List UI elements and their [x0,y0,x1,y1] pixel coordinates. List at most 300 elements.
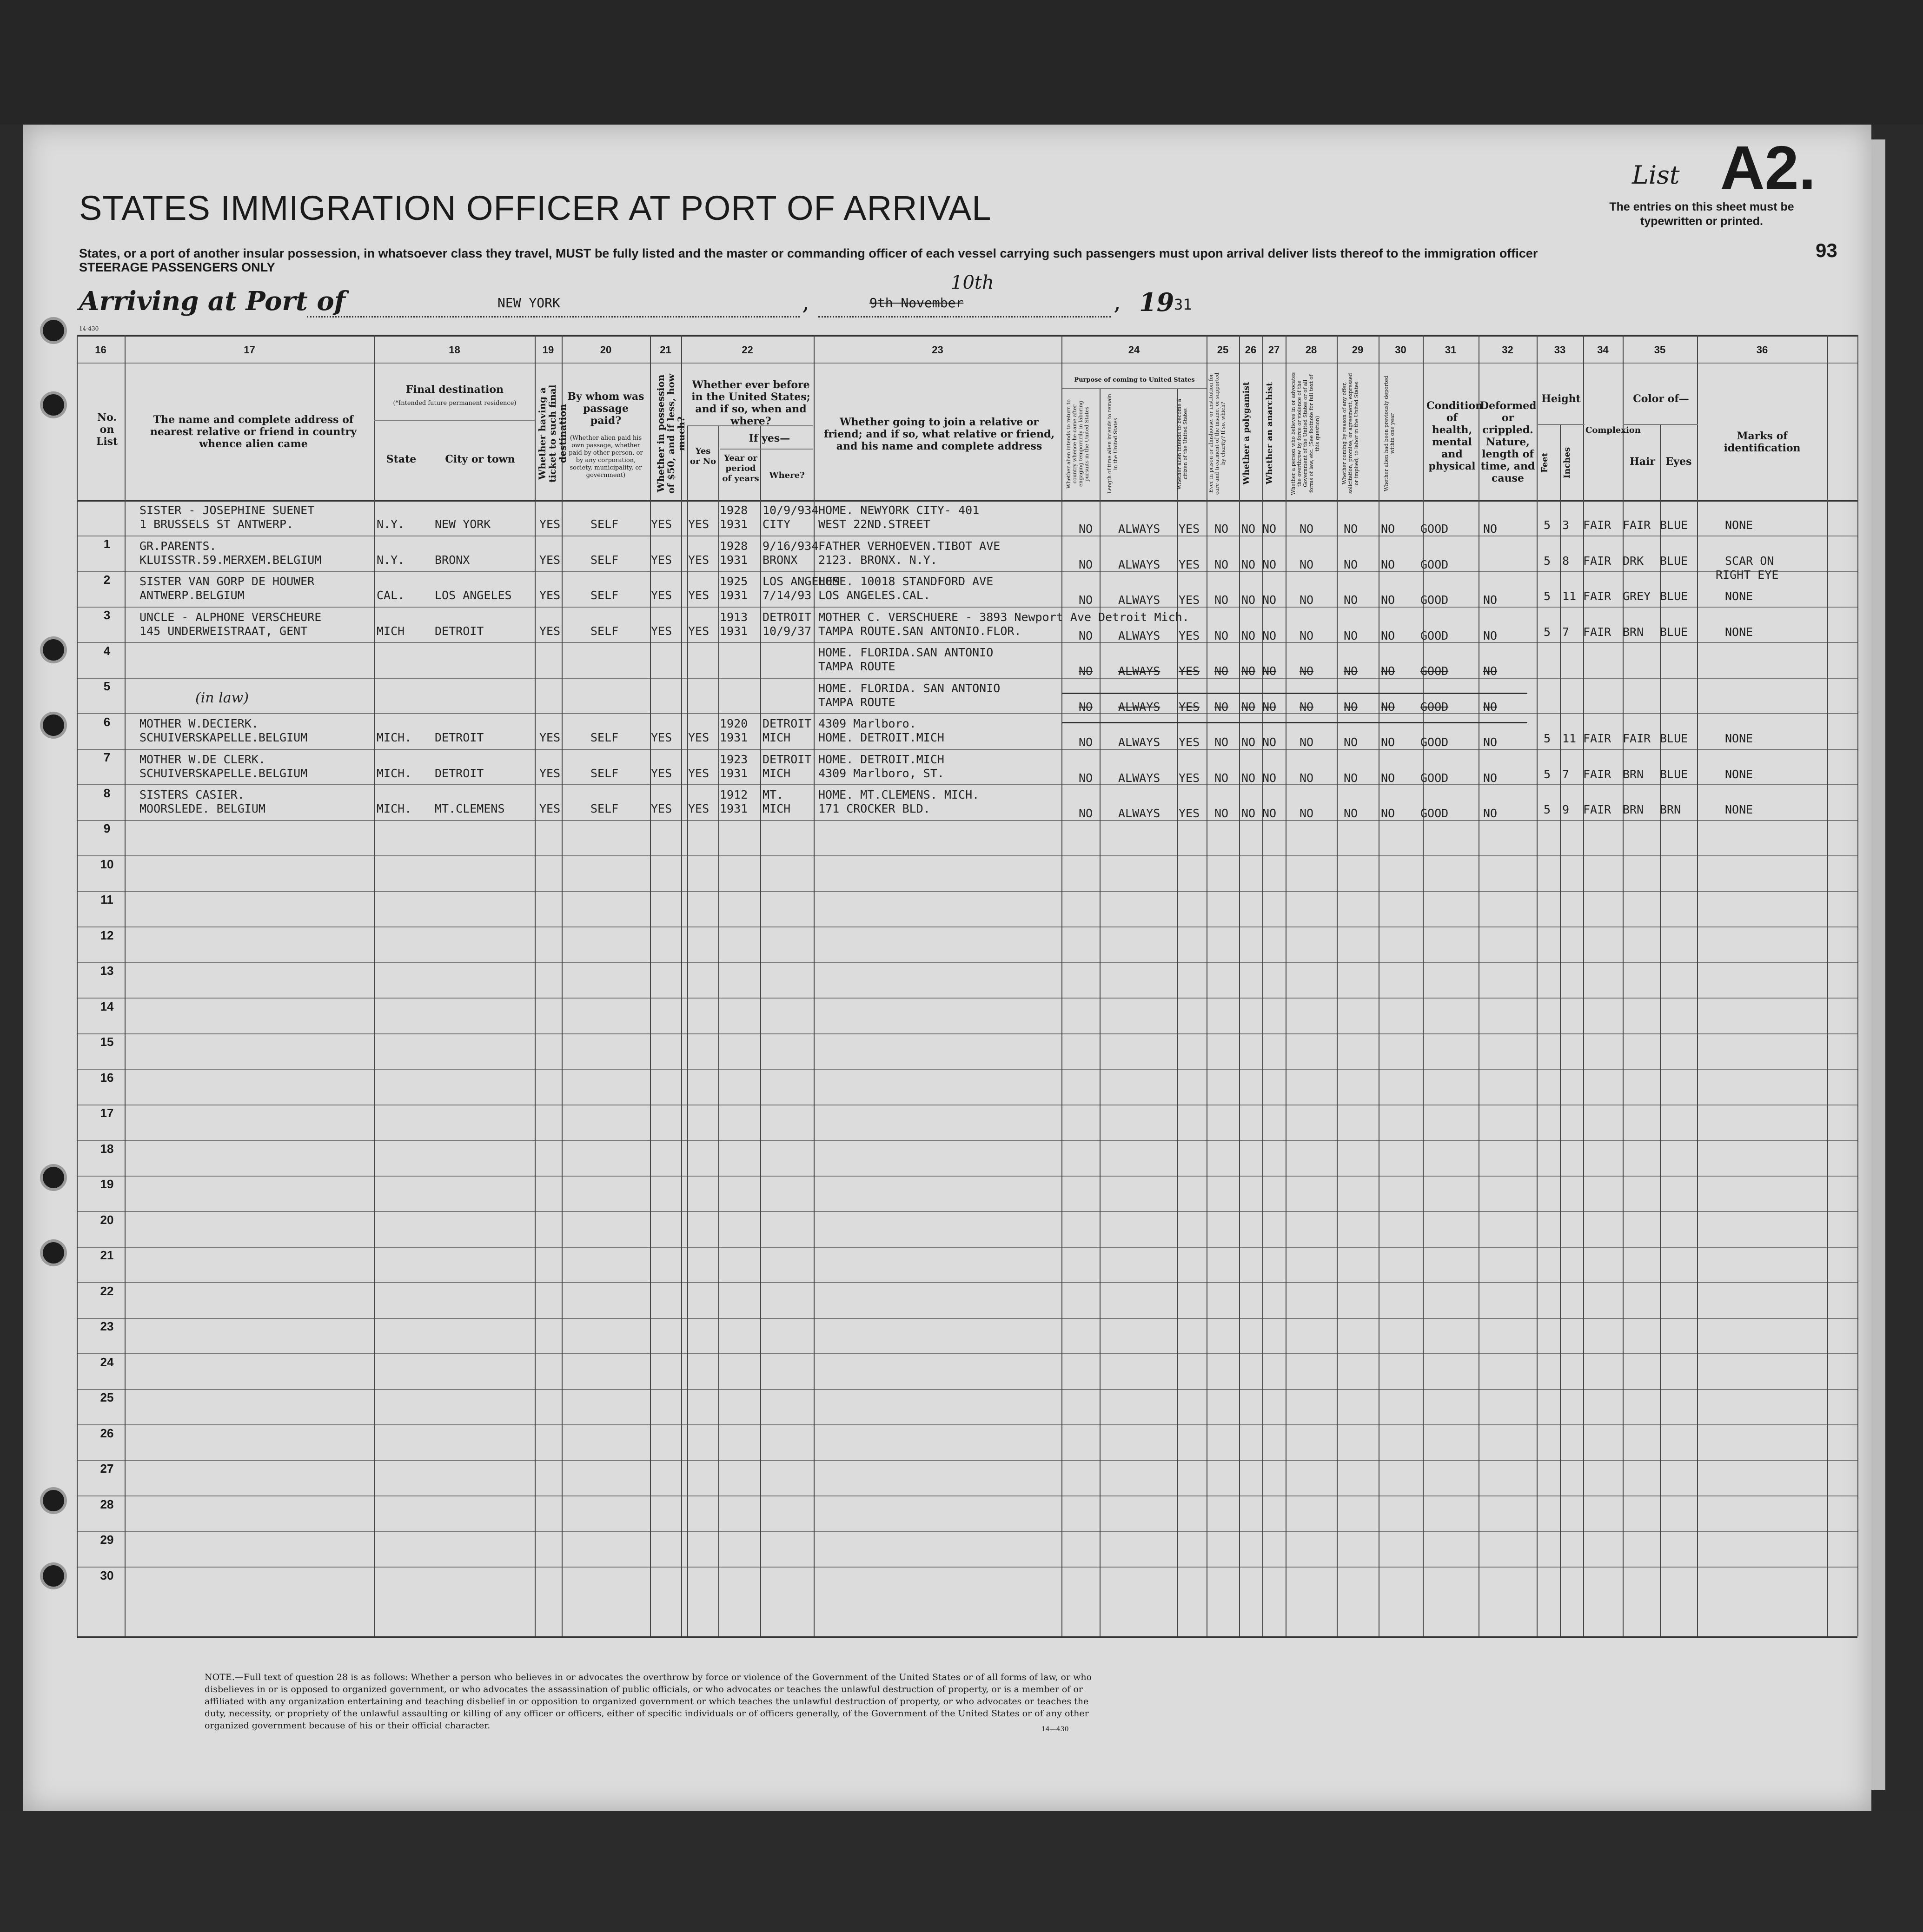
cell-hair: DRK [1623,554,1644,568]
footnote-form-number: 14—430 [1041,1726,1069,1733]
row-number: 20 [100,1212,114,1227]
cell-rel1: SISTER - JOSEPHINE SUENET [139,503,315,517]
cell-before: YES [688,589,710,602]
cell-city: LOS ANGELES [435,589,512,602]
column-number: 19 [542,344,554,356]
row-line [77,678,1857,679]
form-number: 14-430 [79,325,99,332]
header-passage-paid: By whom was passage paid? [567,390,644,427]
cell-p24c: YES [1179,593,1200,607]
header-q29: Whether coming by reason of any offer, solicitation, promise, or agreement, expressed or implied, to labor in the United States [1341,373,1359,494]
column-line [1857,335,1858,1636]
row-line [77,1282,1857,1283]
row-line [77,1424,1857,1425]
cell-join2: TAMPA ROUTE.SAN ANTONIO.FLOR. [818,624,1021,638]
column-number: 16 [95,344,106,356]
cell-years1: 1928 [720,503,748,517]
cell-state: N.Y. [377,517,405,531]
header-inches: Inches [1562,447,1572,478]
date-handwritten: 10th [951,272,994,293]
cell-where1: LOS ANGELES [763,575,840,588]
cell-c30: NO [1381,557,1395,571]
cell-c25: NO [1214,771,1229,785]
row-number: 22 [100,1284,114,1298]
cell-years1: 1912 [720,788,748,801]
color-of-rule [1623,424,1698,425]
column-line [1697,335,1698,1636]
column-number: 25 [1217,344,1229,356]
row-line [77,1318,1857,1319]
cell-where2: BRONX [763,553,798,567]
header-passage-note: (Whether alien paid his own passage, whether paid by other person, or by any corporation, society, municipality, or government) [569,435,643,479]
cell-rel1: SISTER VAN GORP DE HOUWER [139,575,315,588]
cell-inches: 3 [1562,518,1570,532]
cell-marks: NONE [1725,803,1753,816]
cell-inches: 11 [1562,589,1577,603]
cell-state: CAL. [377,589,405,602]
row-line [77,855,1857,856]
cell-join1: 4309 Marlboro. [818,717,916,730]
cell-c28: NO [1300,629,1314,642]
row-number: 2 [103,572,111,587]
column-line [1337,335,1338,1636]
cell-years2: 1931 [720,517,748,531]
column-line [1827,335,1828,1636]
row-number: 1 [103,537,111,551]
row-number: 6 [103,715,111,729]
header-marks: Marks of identification [1724,430,1801,454]
header-year-period: Year or period of years [722,453,759,483]
cell-marks: NONE [1725,767,1753,781]
cell-c25: NO [1214,557,1229,571]
cell-p24b: ALWAYS [1118,593,1160,607]
cell-where2: MICH [763,766,791,780]
cell-c26: NO [1241,735,1256,749]
cell-feet: 5 [1544,625,1551,639]
cell-money: YES [651,731,672,744]
cell-feet: 5 [1544,767,1551,781]
cell-marks2: RIGHT EYE [1716,568,1779,582]
cell-p24a: NO [1079,735,1093,749]
header-final-destination: Final destination [406,384,504,396]
column-number: 22 [742,344,753,356]
cell-hair: BRN [1623,625,1644,639]
cell-inches: 11 [1562,732,1577,745]
cell-inches: 8 [1562,554,1570,568]
cell-years2: 1931 [720,766,748,780]
cell-join1: HOME. MT.CLEMENS. MICH. [818,788,980,801]
cell-c28: NO [1300,771,1314,785]
column-number: 18 [449,344,460,356]
binder-hole-icon [43,1167,64,1188]
cell-p24b: ALWAYS [1118,807,1160,820]
cell-money: YES [651,589,672,602]
row-line [77,1247,1857,1248]
cell-c26: NO [1241,629,1256,642]
cell-marks: SCAR ON [1725,554,1774,568]
page-edge [1871,139,1885,1790]
cell-complexion: FAIR [1583,803,1611,816]
row-line [77,1495,1857,1496]
header-purpose: Purpose of coming to United States [1074,377,1195,384]
row-number: 5 [103,679,111,693]
cell-p24b: ALWAYS [1118,629,1160,642]
cell-c31: GOOD [1420,629,1449,642]
row-line [77,1389,1857,1390]
cell-p24c: YES [1179,629,1200,642]
cell-c28: NO [1300,807,1314,820]
cell-p24b: ALWAYS [1118,664,1160,678]
cell-join1: MOTHER C. VERSCHUERE - 3893 Newport Ave Detroit Mich. [818,610,1189,624]
column-line [1239,335,1240,1636]
header-color-of: Color of— [1633,393,1689,405]
header-purpose-c: Whether alien intends to become a citizen of the United States [1176,398,1188,490]
cell-c29: NO [1344,735,1358,749]
row-number: 13 [100,964,114,978]
cell-c28: NO [1300,522,1314,536]
row-line [77,1211,1857,1212]
cell-years2: 1931 [720,802,748,815]
year-prefix: 19 [1139,287,1174,317]
cell-state: MICH [377,624,405,638]
cell-rel2: 145 UNDERWEISTRAAT, GENT [139,624,308,638]
row-line [77,1069,1857,1070]
column-line [1100,388,1101,1636]
header-prison: Ever in prison or almshouse, or institution for care and treatment of the insane, or supported by charity? If so, which? [1208,372,1226,495]
cell-c30: NO [1381,629,1395,642]
footnote: NOTE.—Full text of question 28 is as follows: Whether a person who believes in or advocates the overthrow by force or violence of the Government of the United States or of all forms of law, or who disbelieves in or is opposed to organized government, or who advocates the assassination of public officials, or who advocates or teaches the unlawful destruction of property, or is a member of or affiliated with any organization entertaining and teaching disbelief in or opposition to organized government or which teaches the unlawful destruction of property, or who advocates or teaches the duty, necessity, or propriety of the unlawful assaulting or killing of any officer or officers, either of specific individuals or of officers generally, of the Government of the United States or of any other organized government because of his or their official character. [205,1672,1092,1731]
column-line [1560,424,1561,1636]
cell-c29: NO [1344,557,1358,571]
cell-where2: MICH [763,731,791,744]
header-eyes: Eyes [1665,456,1692,468]
row-line [77,1033,1857,1034]
cell-c31: GOOD [1420,771,1449,785]
cell-rel1: GR.PARENTS. [139,539,217,553]
cell-c25: NO [1214,807,1229,820]
list-note: The entries on this sheet must be typewritten or printed. [1609,200,1794,228]
height-rule [1538,424,1585,425]
cell-inches: 9 [1562,803,1570,816]
cell-before: YES [688,731,710,744]
header-purpose-a: Whether alien intends to return to country whence he came after engaging temporarily in laboring pursuits in the United States [1066,399,1090,489]
binder-hole-icon [43,394,64,416]
row-number: 15 [100,1035,114,1049]
cell-before: YES [688,766,710,780]
cell-p24c: YES [1179,807,1200,820]
column-line [535,335,536,1636]
cell-complexion: FAIR [1583,554,1611,568]
cell-join1: HOME. FLORIDA. SAN ANTONIO [818,681,1001,695]
cell-eyes: BLUE [1660,767,1688,781]
cell-c31: GOOD [1420,557,1449,571]
cell-money: YES [651,517,672,531]
row-line [77,1353,1857,1354]
cell-c27: NO [1262,700,1277,714]
header-state: State [386,453,417,465]
binder-hole-icon [43,1490,64,1511]
column-number: 24 [1128,344,1140,356]
column-number: 30 [1395,344,1406,356]
cell-c25: NO [1214,735,1229,749]
cell-join2: 171 CROCKER BLD. [818,802,930,815]
cell-feet: 5 [1544,589,1551,603]
cell-before: YES [688,517,710,531]
cell-ticket: YES [539,731,561,744]
cell-p24c: YES [1179,522,1200,536]
column-number: 35 [1654,344,1666,356]
header-anarchist: Whether an anarchist [1265,382,1274,485]
comma: , [802,288,809,315]
cell-years1: 1913 [720,610,748,624]
row-line [77,1176,1857,1177]
cell-eyes: BLUE [1660,518,1688,532]
row-number: 28 [100,1497,114,1511]
row-number: 17 [100,1106,114,1120]
cell-city: DETROIT [435,731,484,744]
row-number: 30 [100,1568,114,1582]
cell-c32: NO [1483,807,1498,820]
cell-c25: NO [1214,522,1229,536]
cell-where1: MT. [763,788,784,801]
cell-p24c: YES [1179,771,1200,785]
cell-p24a: NO [1079,771,1093,785]
cell-c31: GOOD [1420,807,1449,820]
header-if-yes: If yes— [749,432,790,444]
column-number: 27 [1268,344,1280,356]
cell-money: YES [651,802,672,815]
cell-feet: 5 [1544,803,1551,816]
cell-c29: NO [1344,664,1358,678]
cell-rel2: SCHUIVERSKAPELLE.BELGIUM [139,766,308,780]
cell-before: YES [688,802,710,815]
cell-where1: 9/16/934 [763,539,819,553]
column-line [562,335,563,1636]
cell-inches: 7 [1562,625,1570,639]
final-destination-rule [374,420,535,421]
cell-c30: NO [1381,735,1395,749]
cell-money: YES [651,624,672,638]
cell-city: MT.CLEMENS [435,802,505,815]
cell-c30: NO [1381,664,1395,678]
cell-years2: 1931 [720,553,748,567]
cell-p24a: NO [1079,807,1093,820]
header-health: Condition of health, mental and physical [1426,400,1483,472]
cell-where2: MICH [763,802,791,815]
date-dotted-line [818,316,1111,318]
column-number: 26 [1245,344,1257,356]
cell-c29: NO [1344,522,1358,536]
row-number: 3 [103,608,111,622]
cell-before: YES [688,624,710,638]
cell-where2: 10/9/37 [763,624,812,638]
cell-complexion: FAIR [1583,625,1611,639]
scan-border-bottom [0,1811,1923,1932]
cell-p24b: ALWAYS [1118,522,1160,536]
cell-c27: NO [1262,771,1277,785]
binder-hole-icon [43,639,64,661]
header-where: Where? [769,470,805,480]
row-number: 19 [100,1177,114,1191]
cell-join1: HOME. NEWYORK CITY- 401 [818,503,980,517]
cell-c30: NO [1381,593,1395,607]
steerage-label: STEERAGE PASSENGERS ONLY [79,260,275,274]
column-line [1660,424,1661,1636]
cell-marks: NONE [1725,732,1753,745]
cell-c31: GOOD [1420,700,1449,714]
row-6-strike [1062,722,1527,723]
cell-c25: NO [1214,629,1229,642]
cell-complexion: FAIR [1583,732,1611,745]
cell-c30: NO [1381,700,1395,714]
header-possession-50: Whether in possession of $50, and if less, how much? [655,373,687,494]
cell-c26: NO [1241,700,1256,714]
row-line [77,891,1857,892]
list-label: List [1632,160,1680,190]
header-purpose-b: Length of time alien intends to remain in the United States [1107,394,1119,494]
cell-p24a: NO [1079,593,1093,607]
cell-c29: NO [1344,593,1358,607]
row-number: 25 [100,1390,114,1404]
table-top-border [77,335,1857,337]
header-complexion: Complexion [1585,425,1641,435]
cell-where2: CITY [763,517,791,531]
cell-paid: SELF [590,802,619,815]
manifest-sheet [23,125,1871,1811]
row-number: 4 [103,643,111,658]
row-line [77,1567,1857,1568]
header-ticket: Whether having a ticket to such final destination [537,384,568,483]
cell-p24c: YES [1179,664,1200,678]
cell-before: YES [688,553,710,567]
cell-c27: NO [1262,557,1277,571]
port-dotted-line [307,316,800,318]
cell-hair: BRN [1623,803,1644,816]
binder-hole-icon [43,320,64,341]
row-line [77,998,1857,999]
row-number: 29 [100,1533,114,1547]
cell-ticket: YES [539,553,561,567]
cell-ticket: YES [539,802,561,815]
row-line [77,784,1857,785]
cell-paid: SELF [590,766,619,780]
cell-rel1: MOTHER W.DE CLERK. [139,752,265,766]
column-number: 28 [1305,344,1317,356]
cell-ticket: YES [539,517,561,531]
column-number: 17 [244,344,255,356]
row-number: 8 [103,786,111,800]
cell-join2: HOME. DETROIT.MICH [818,731,944,744]
cell-rel2: MOORSLEDE. BELGIUM [139,802,265,815]
cell-city: DETROIT [435,624,484,638]
cell-c27: NO [1262,522,1277,536]
cell-marks: NONE [1725,589,1753,603]
cell-marks: NONE [1725,518,1753,532]
cell-c29: NO [1344,629,1358,642]
row-number: 7 [103,750,111,764]
cell-hair: FAIR [1623,518,1651,532]
row-line [77,749,1857,750]
cell-p24c: YES [1179,557,1200,571]
cell-join2: 4309 Marlboro, ST. [818,766,944,780]
cell-c30: NO [1381,807,1395,820]
cell-rel2: 1 BRUSSELS ST ANTWERP. [139,517,294,531]
column-line [718,425,719,1636]
cell-inches: 7 [1562,767,1570,781]
cell-c32: NO [1483,629,1498,642]
arriving-label: Arriving at Port of [79,286,345,317]
cell-years1: 1923 [720,752,748,766]
column-number-rule [77,363,1857,364]
column-line [760,425,761,1636]
row-number: 26 [100,1426,114,1440]
cell-c28: NO [1300,664,1314,678]
column-number: 36 [1756,344,1768,356]
cell-money: YES [651,553,672,567]
cell-money: YES [651,766,672,780]
cell-c27: NO [1262,593,1277,607]
row-line [77,820,1857,821]
cell-feet: 5 [1544,554,1551,568]
list-value: A2. [1720,133,1816,202]
row-line [77,1531,1857,1532]
cell-c31: GOOD [1420,593,1449,607]
row-line [77,1460,1857,1461]
cell-years2: 1931 [720,589,748,602]
cell-c26: NO [1241,522,1256,536]
cell-hair: BRN [1623,767,1644,781]
cell-feet: 5 [1544,732,1551,745]
cell-p24c: YES [1179,700,1200,714]
cell-hair: GREY [1623,589,1651,603]
header-join-relative: Whether going to join a relative or friend; and if so, what relative or friend, and his name and complete address [823,416,1055,452]
cell-state: MICH. [377,802,412,815]
cell-where1: 10/9/934 [763,503,819,517]
cell-where1: DETROIT [763,752,812,766]
cell-c29: NO [1344,807,1358,820]
column-line [125,335,126,1636]
column-line [1177,388,1178,1636]
row-number: 23 [100,1319,114,1333]
cell-join1: HOME. 10018 STANDFORD AVE [818,575,994,588]
cell-c26: NO [1241,807,1256,820]
row-line [77,926,1857,927]
cell-where1: DETROIT [763,717,812,730]
cell-c28: NO [1300,593,1314,607]
header-no-on-list: No. on List [96,411,118,448]
cell-join2: WEST 22ND.STREET [818,517,930,531]
row-line [77,642,1857,643]
cell-ticket: YES [539,766,561,780]
table-bottom-border [77,1636,1857,1638]
instructions-text: States, or a port of another insular possession, in whatsoever class they travel, MUST be fully listed and the master or commanding officer of each vessel carrying such passengers must upon arrival deliver lists thereof to the immigration officer [79,246,1538,260]
column-number: 21 [660,344,671,356]
cell-complexion: FAIR [1583,589,1611,603]
if-yes-rule [720,449,813,450]
cell-join2: LOS ANGELES.CAL. [818,589,930,602]
column-number: 20 [600,344,612,356]
column-number: 29 [1352,344,1364,356]
header-ever-before: Whether ever before in the United States; and if so, when and where? [691,379,810,427]
ever-before-rule [687,425,813,426]
cell-hair: FAIR [1623,732,1651,745]
cell-years1: 1928 [720,539,748,553]
binder-hole-icon [43,1242,64,1264]
cell-city: BRONX [435,553,470,567]
cell-join1: HOME. FLORIDA.SAN ANTONIO [818,646,994,659]
cell-c27: NO [1262,735,1277,749]
cell-years1: 1925 [720,575,748,588]
